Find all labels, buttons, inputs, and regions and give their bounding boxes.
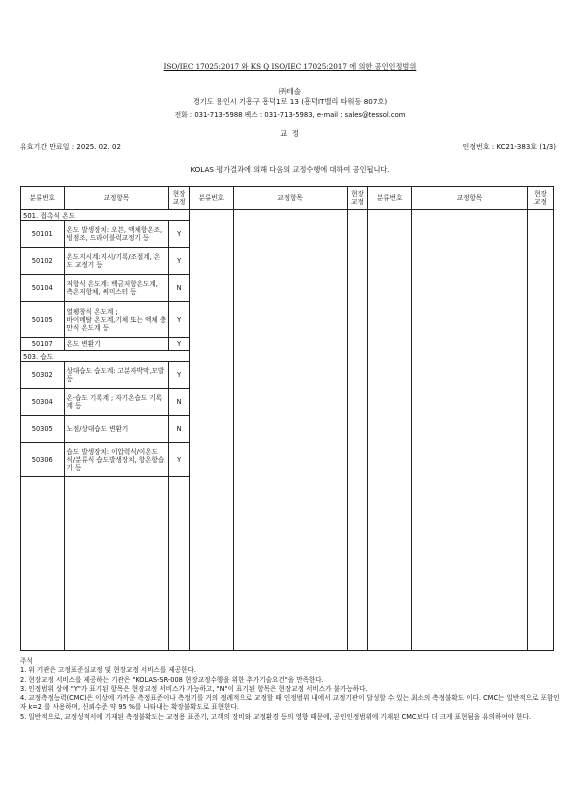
row-item: 온도지시계:지시/기록/조절계, 온도 교정기 등 [64,248,169,275]
col-header-onsite-text-2: 현장 교정 [351,190,364,206]
intro-text: KOLAS 평가결과에 의해 다음의 교정수행에 대하여 공인됩니다. [190,165,390,174]
row-code: 50304 [21,389,65,416]
accreditation-table [20,186,554,651]
empty-cell [64,477,169,651]
row-code: 50107 [21,338,65,351]
col-header-code-2: 분류번호 [190,187,234,210]
col-header-onsite-text-3: 현장 교정 [534,190,547,206]
row-item: 습도 발생장치: 이압력식/이온도식/분류식 습도발생장치, 항온항습기 등 [64,443,169,477]
note-item: 2. 현장교정 서비스를 제공하는 기관은 "KOLAS-SR-008 현장교정수행을 위한 추가기술요건"을 만족한다. [20,675,324,684]
col-header-onsite-3 [528,187,554,210]
company-name: ㈜테솔 [279,87,301,96]
col-header-item-2: 교정항목 [233,187,347,210]
note-item: 4. 교정측정능력(CMC)은 이상에 가까운 측정표준이나 측정기를 거의 정례적으로 교정할 때 인정범위 내에서 교정기관이 달성할 수 있는 최소의 측정불확도 이다. CMC는 일반적으로 포함인자 k=2 를 사용하며, 신뢰수준 약 95 %를 나타내는 확장불확도로 표현한다. [20,694,560,712]
row-item: 저항식 온도계: 백금저항온도계, 측온저항체, 써미스터 등 [64,275,169,302]
company-contact: 전화 : 031-713-5988 팩스 : 031-713-5983, e-mail : sales@tessol.com [174,111,406,119]
row-item: 온·습도 기록계 ; 자기온습도 기록계 등 [64,389,169,416]
note-item: 5. 일반적으로, 교정성적서에 기재된 측정불확도는 교정용 표준기, 고객의 장비와 교정환경 등의 영향 때문에, 공인인정범위에 기재된 CMC보다 더 크게 표현됨을 유의하여야 한다. [20,712,531,721]
col-header-onsite [169,187,190,210]
col-header-item-3: 교정항목 [411,187,527,210]
empty-cell [411,210,527,651]
category-label: 501. 접촉식 온도 [21,210,190,221]
row-code: 50104 [21,275,65,302]
col-header-code-3: 분류번호 [368,187,412,210]
table-header-row [21,187,554,210]
row-onsite: Y [169,221,190,248]
notes-title: 주석 [20,657,33,665]
row-code: 50302 [21,362,65,389]
row-code: 50306 [21,443,65,477]
col-header-onsite-text: 현장 교정 [172,190,186,206]
empty-cell [190,210,234,651]
empty-cell [21,477,65,651]
row-onsite: N [169,416,190,443]
row-item: 노점/상대습도 변환기 [64,416,169,443]
empty-cell [169,477,190,651]
row-item: 상대습도 습도계: 고분자박막,모발 등 [64,362,169,389]
validity-date: 유효기간 만료일 : 2025. 02. 02 [20,143,121,151]
row-onsite: Y [169,443,190,477]
row-onsite: N [169,275,190,302]
col-header-code: 분류번호 [21,187,65,210]
empty-cell [368,210,412,651]
row-code: 50101 [21,221,65,248]
empty-cell [347,210,368,651]
category-row [21,210,554,221]
row-onsite: Y [169,302,190,338]
col-header-item: 교정항목 [64,187,169,210]
document-title: ISO/IEC 17025:2017 와 KS Q ISO/IEC 17025:2017 에 의한 공인인정범위 [163,62,417,71]
row-code: 50102 [21,248,65,275]
note-item: 3. 인정범위 상에 "Y"가 표기된 항목은 현장교정 서비스가 가능하고, "N"이 표기된 항목은 현장교정 서비스가 불가능하다. [20,684,368,693]
certificate-number: 인정번호 : KC21-383호 (1/3) [462,143,556,151]
note-item: 1. 위 기관은 고정표준실교정 및 현장교정 서비스를 제공한다. [20,666,196,675]
row-code: 50105 [21,302,65,338]
row-onsite: N [169,389,190,416]
row-item: 열팽창식 온도계 ; 바이메탈 온도계,기체 또는 액체 충만식 온도계 등 [64,302,169,338]
row-item: 온도 변환기 [64,338,169,351]
row-onsite: Y [169,338,190,351]
row-onsite: Y [169,362,190,389]
section-heading: 교 정 [280,129,300,138]
category-label: 503. 습도 [21,351,190,362]
empty-cell [528,210,554,651]
col-header-onsite-2 [347,187,368,210]
empty-cell [233,210,347,651]
row-onsite: Y [169,248,190,275]
row-code: 50305 [21,416,65,443]
company-address: 경기도 용인시 기흥구 흥덕1로 13 (흥덕IT밸리 타워동 807호) [192,97,388,106]
row-item: 온도 발생장치: 오븐, 액체항온조,빙점조, 드라이블럭교정기 등 [64,221,169,248]
notes-section [20,657,560,722]
